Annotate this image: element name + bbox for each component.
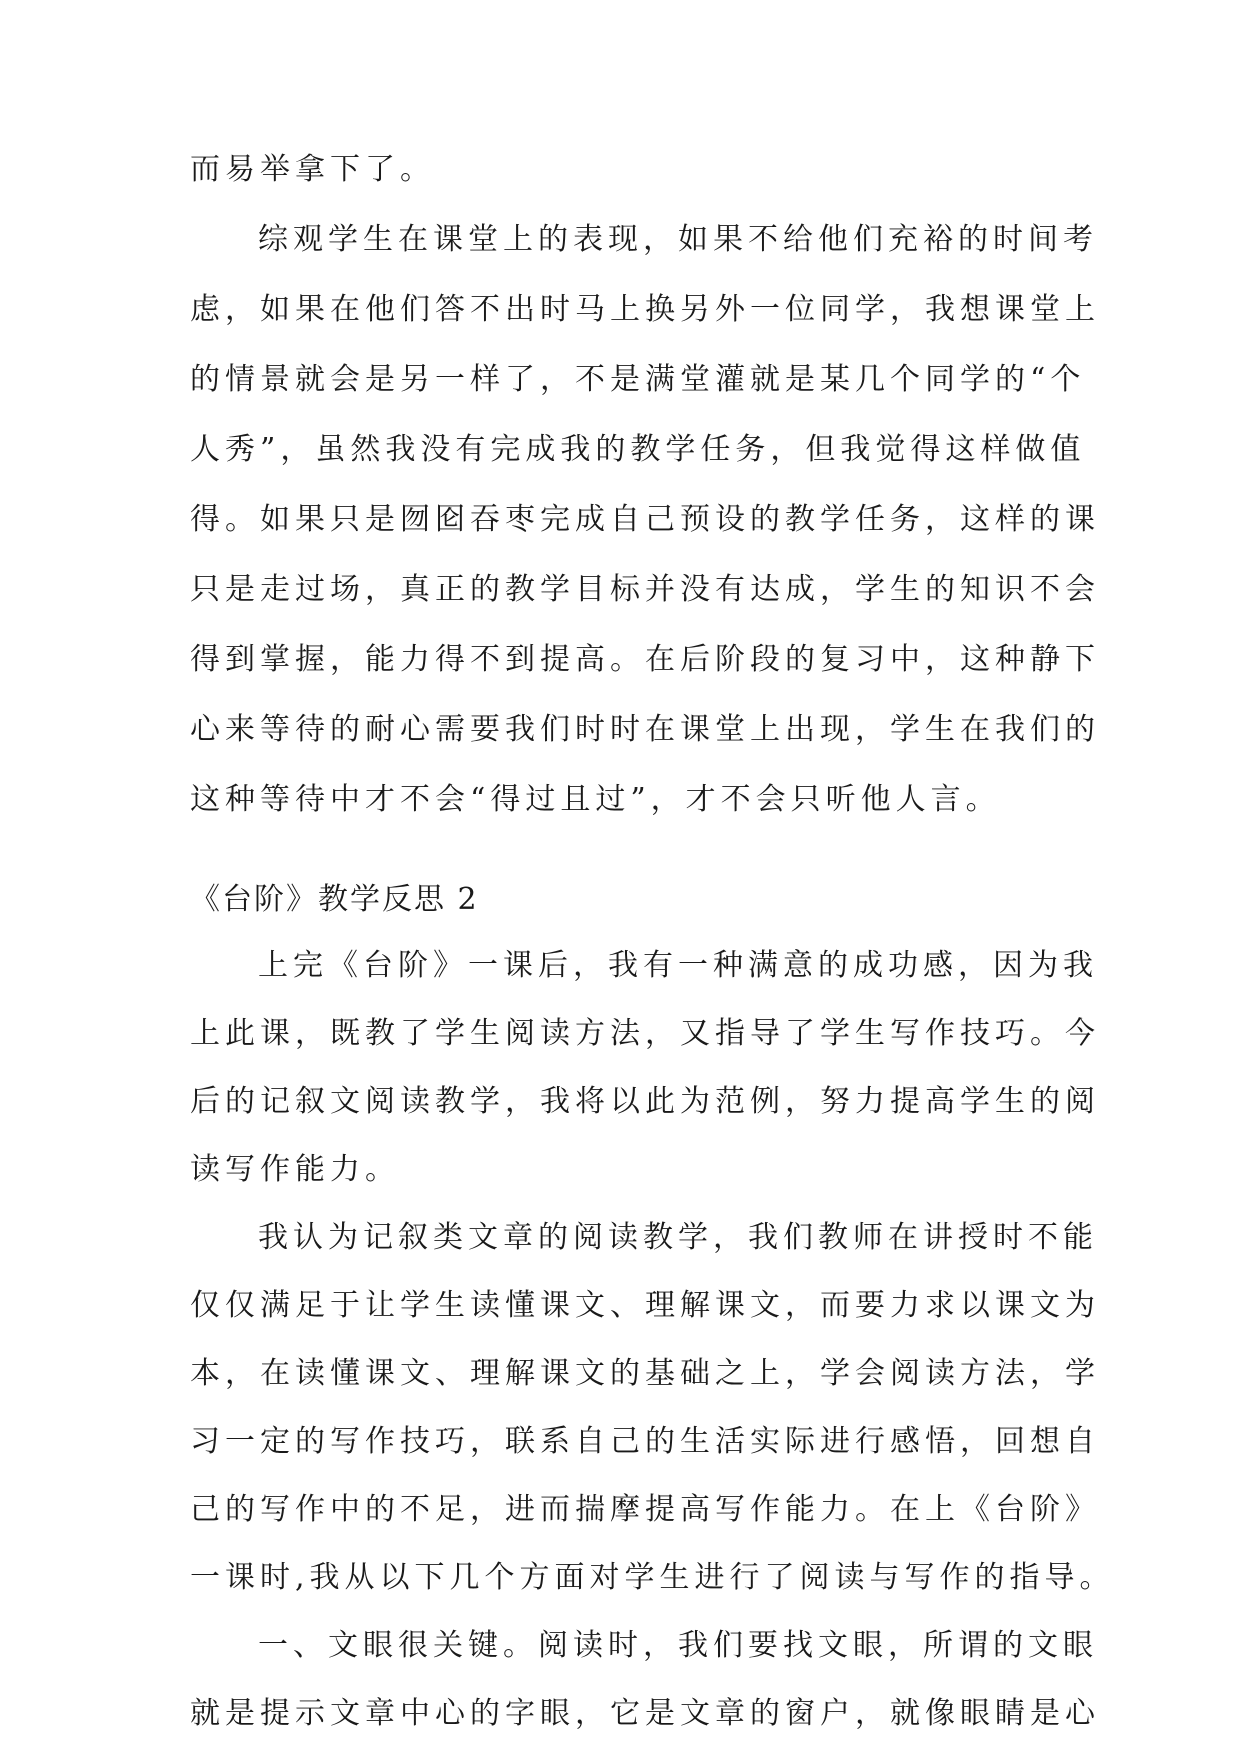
text-line: 心来等待的耐心需要我们时时在课堂上出现，学生在我们的 — [190, 712, 1100, 747]
text-line: 而易举拿下了。 — [190, 152, 435, 187]
text-line: 得。如果只是囫囵吞枣完成自己预设的教学任务，这样的课 — [190, 502, 1100, 537]
text-line: 一课时,我从以下几个方面对学生进行了阅读与写作的指导。 — [190, 1560, 1115, 1595]
text-line: 后的记叙文阅读教学，我将以此为范例，努力提高学生的阅 — [190, 1084, 1100, 1119]
text-line: 得到掌握，能力得不到提高。在后阶段的复习中，这种静下 — [190, 642, 1100, 677]
text-line: 本，在读懂课文、理解课文的基础之上，学会阅读方法，学 — [190, 1356, 1100, 1391]
text-line: 就是提示文章中心的字眼，它是文章的窗户，就像眼睛是心 — [190, 1696, 1100, 1731]
text-line: 虑，如果在他们答不出时马上换另外一位同学，我想课堂上 — [190, 292, 1100, 327]
text-line: 一、文眼很关键。阅读时，我们要找文眼，所谓的文眼 — [258, 1628, 1098, 1663]
text-line: 上此课，既教了学生阅读方法，又指导了学生写作技巧。今 — [190, 1016, 1100, 1051]
text-line: 只是走过场，真正的教学目标并没有达成，学生的知识不会 — [190, 572, 1100, 607]
text-line: 读写作能力。 — [190, 1152, 400, 1187]
text-line: 上完《台阶》一课后，我有一种满意的成功感，因为我 — [258, 948, 1098, 983]
text-line: 综观学生在课堂上的表现，如果不给他们充裕的时间考 — [258, 222, 1098, 257]
text-line: 的情景就会是另一样了，不是满堂灌就是某几个同学的“个 — [190, 362, 1086, 397]
text-line: 己的写作中的不足，进而揣摩提高写作能力。在上《台阶》 — [190, 1492, 1100, 1527]
text-line: 这种等待中才不会“得过且过”，才不会只听他人言。 — [190, 782, 1001, 817]
text-line: 仅仅满足于让学生读懂课文、理解课文，而要力求以课文为 — [190, 1288, 1100, 1323]
text-line: 人秀”，虽然我没有完成我的教学任务，但我觉得这样做值 — [190, 432, 1086, 467]
text-line: 习一定的写作技巧，联系自己的生活实际进行感悟，回想自 — [190, 1424, 1100, 1459]
text-line: 我认为记叙类文章的阅读教学，我们教师在讲授时不能 — [258, 1220, 1098, 1255]
section-title: 《台阶》教学反思 2 — [190, 882, 479, 917]
